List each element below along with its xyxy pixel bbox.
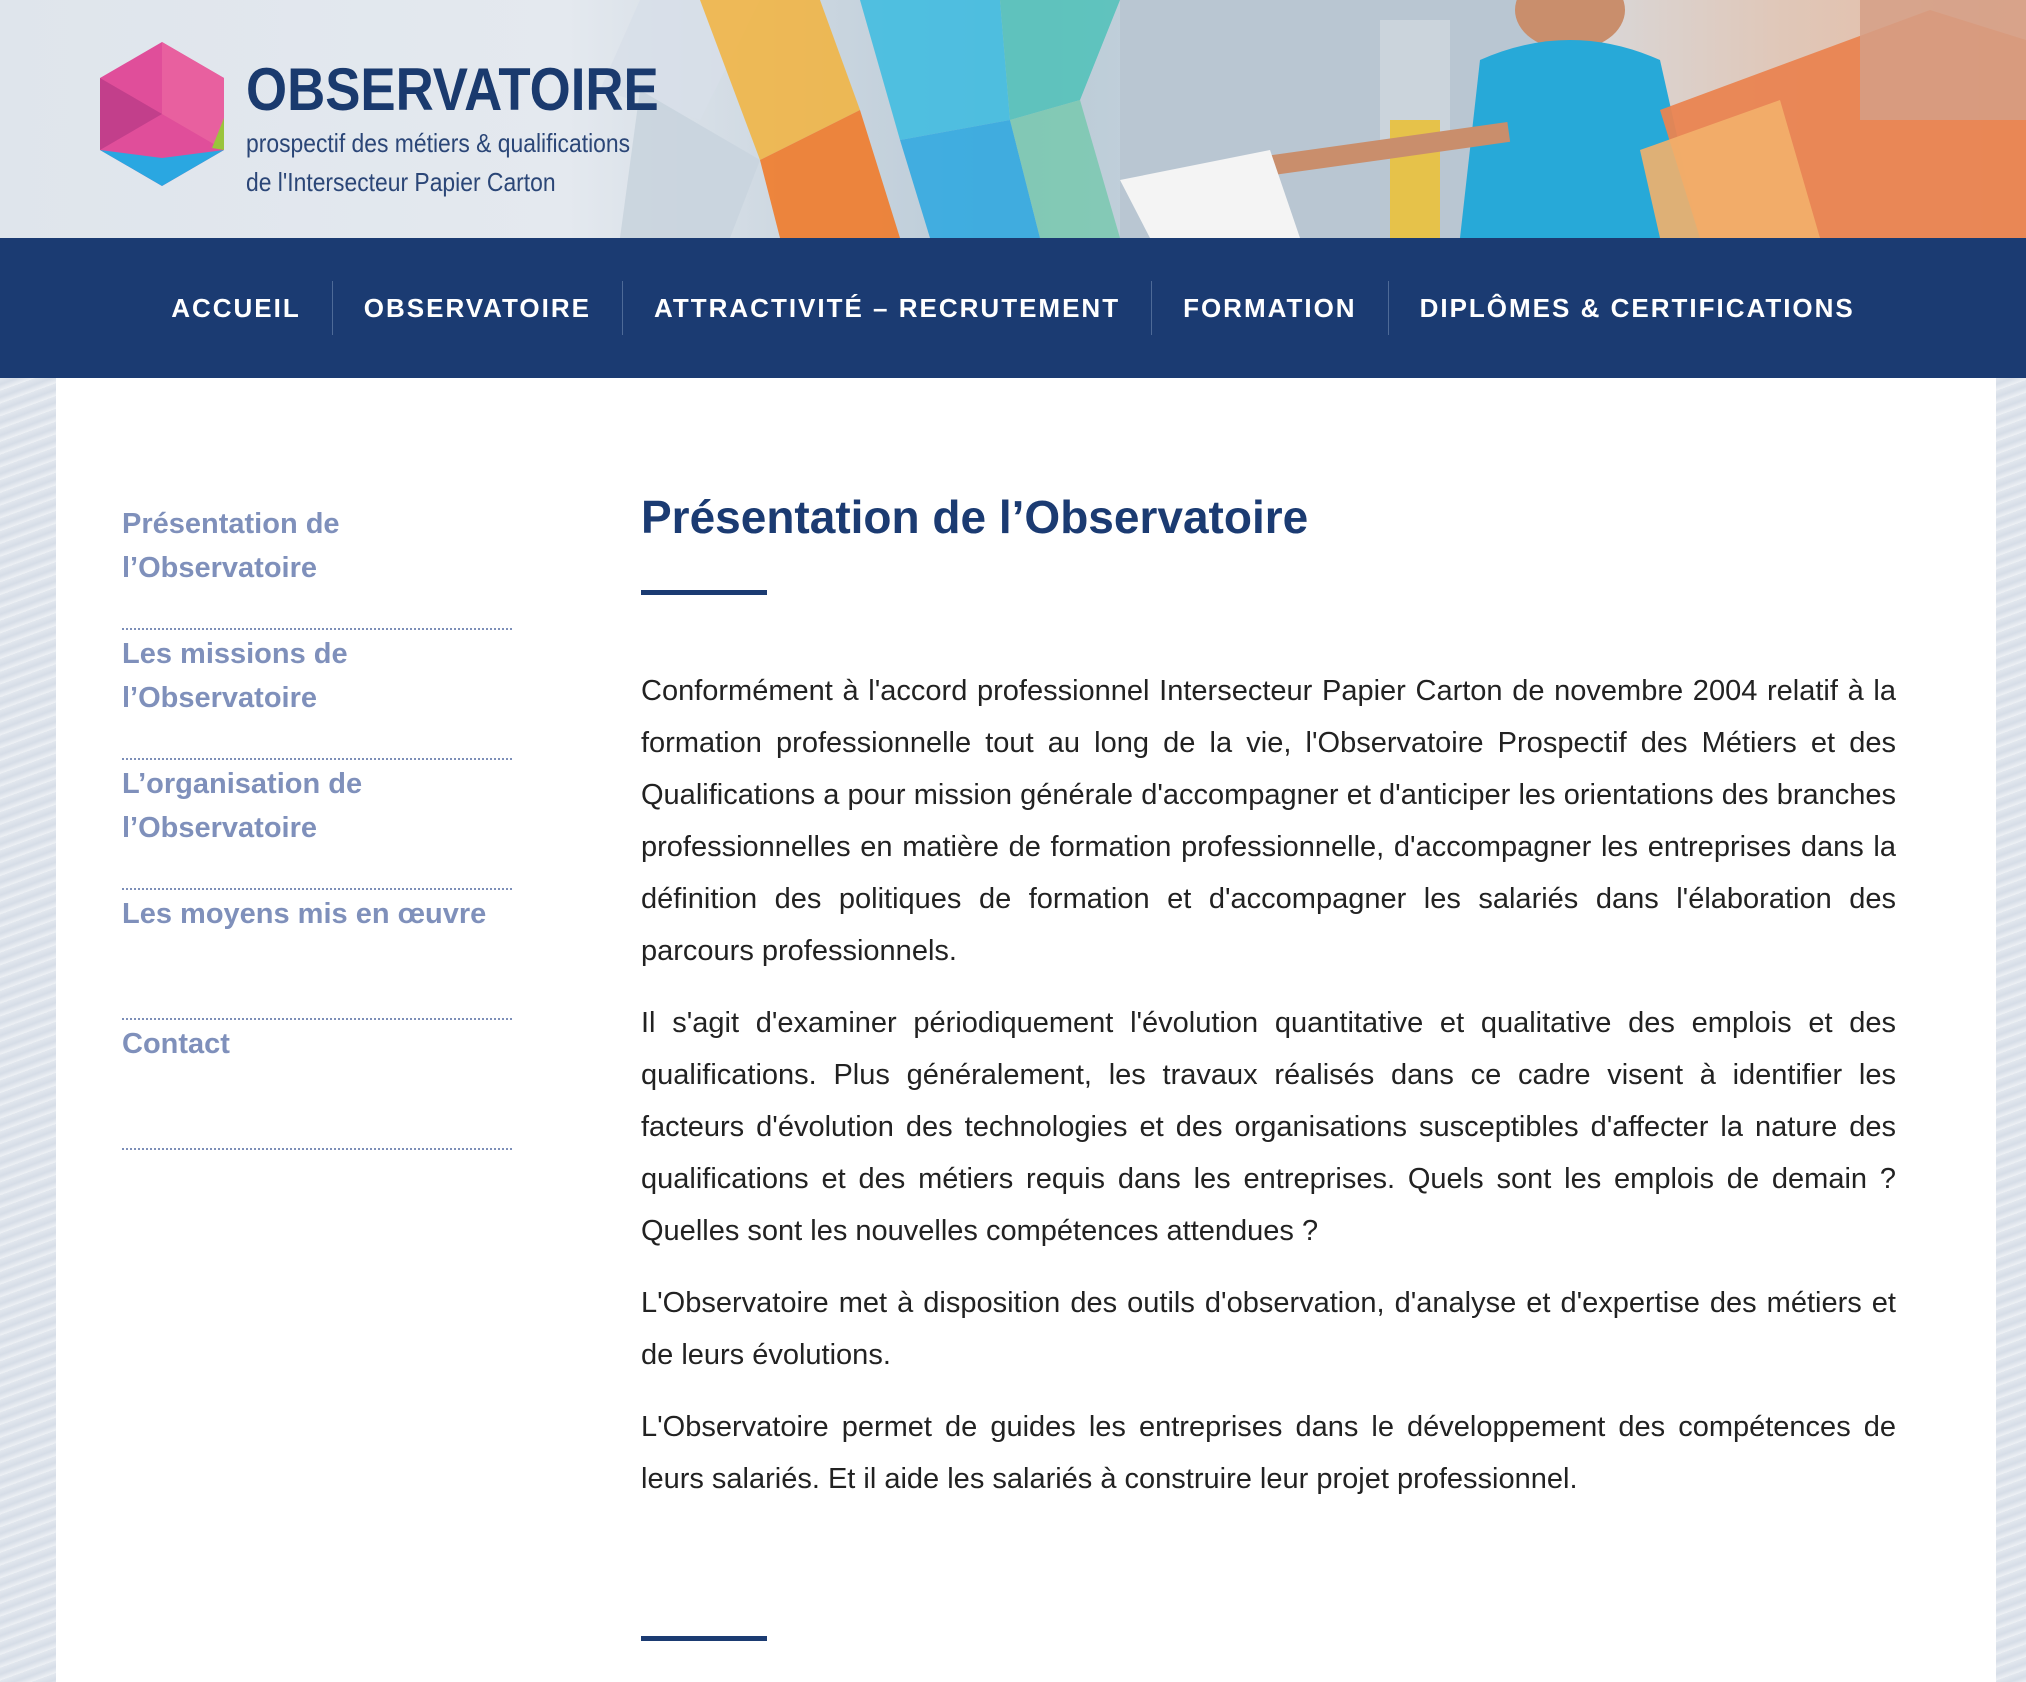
sidebar-item-contact[interactable]: [122, 1020, 512, 1150]
nav-item-attractivite-recrutement[interactable]: ATTRACTIVITÉ – RECRUTEMENT: [654, 293, 1121, 323]
title-underline: [641, 590, 767, 595]
paragraph: L'Observatoire met à disposition des outils d'observation, d'analyse et d'expertise des métiers et de leurs évolutions.: [641, 1287, 1896, 1371]
sidebar-item-organisation[interactable]: [122, 760, 512, 890]
logo-title: OBSERVATOIRE: [246, 56, 659, 123]
hexagon-logo-icon: [92, 38, 232, 190]
sidebar-item-label: Les moyens mis en œuvre: [122, 898, 487, 930]
site-logo[interactable]: [92, 38, 715, 198]
sidebar-menu: [122, 500, 512, 1150]
sidebar-item-presentation[interactable]: [122, 500, 512, 630]
nav-item-formation[interactable]: FORMATION: [1183, 293, 1357, 323]
paragraph: Conformément à l'accord professionnel Intersecteur Papier Carton de novembre 2004 relatif à la formation professionnelle tout au long de la vie, l'Observatoire Prospectif des Métiers et des Qualifications a pour mission générale d'accompagner et d'anticiper les orientations des branches professionnelles en matière de formation professionnelle, d'accompagner les entreprises dans la définition des politiques de formation et d'accompagner les salariés dans l'élaboration des parcours professionnels.: [641, 675, 1896, 967]
background-pattern-left: [0, 378, 56, 1682]
nav-item-observatoire[interactable]: OBSERVATOIRE: [363, 293, 591, 323]
sidebar-item-missions[interactable]: [122, 630, 512, 760]
page-title: Présentation de l’Observatoire: [641, 491, 1309, 543]
sidebar-item-label: l’Observatoire: [122, 682, 318, 714]
nav-item-diplomes-certifications[interactable]: DIPLÔMES & CERTIFICATIONS: [1419, 293, 1855, 323]
sidebar-item-label: Les missions de: [122, 638, 348, 670]
article-content: [641, 488, 1896, 1525]
sidebar-item-label: l’Observatoire: [122, 552, 318, 584]
sidebar-item-label: l’Observatoire: [122, 812, 318, 844]
sidebar-item-label: Présentation de: [122, 508, 340, 540]
nav-item-accueil[interactable]: ACCUEIL: [171, 293, 301, 323]
logo-subtitle-line1: prospectif des métiers & qualifications: [246, 128, 631, 158]
sidebar-item-moyens[interactable]: [122, 890, 512, 1020]
header-banner: [0, 0, 2026, 238]
background-pattern-right: [1996, 378, 2026, 1682]
paragraph: Il s'agit d'examiner périodiquement l'évolution quantitative et qualitative des emplois et des qualifications. Plus généralement, les travaux réalisés dans ce cadre visent à identifier les facteurs d'évolution des technologies et des organisations susceptibles d'affecter la nature des qualifications et des métiers requis dans les entreprises. Quels sont les emplois de demain ? Quelles sont les nouvelles compétences attendues ?: [641, 1007, 1896, 1247]
main-navigation: [0, 238, 2026, 378]
section-divider: [641, 1636, 767, 1641]
logo-subtitle-line2: de l'Intersecteur Papier Carton: [246, 167, 556, 197]
paragraph: L'Observatoire permet de guides les entreprises dans le développement des compétences de leurs salariés. Et il aide les salariés à construire leur projet professionnel.: [641, 1411, 1896, 1495]
sidebar-item-label: L’organisation de: [122, 768, 363, 800]
sidebar-item-label: Contact: [122, 1028, 230, 1060]
